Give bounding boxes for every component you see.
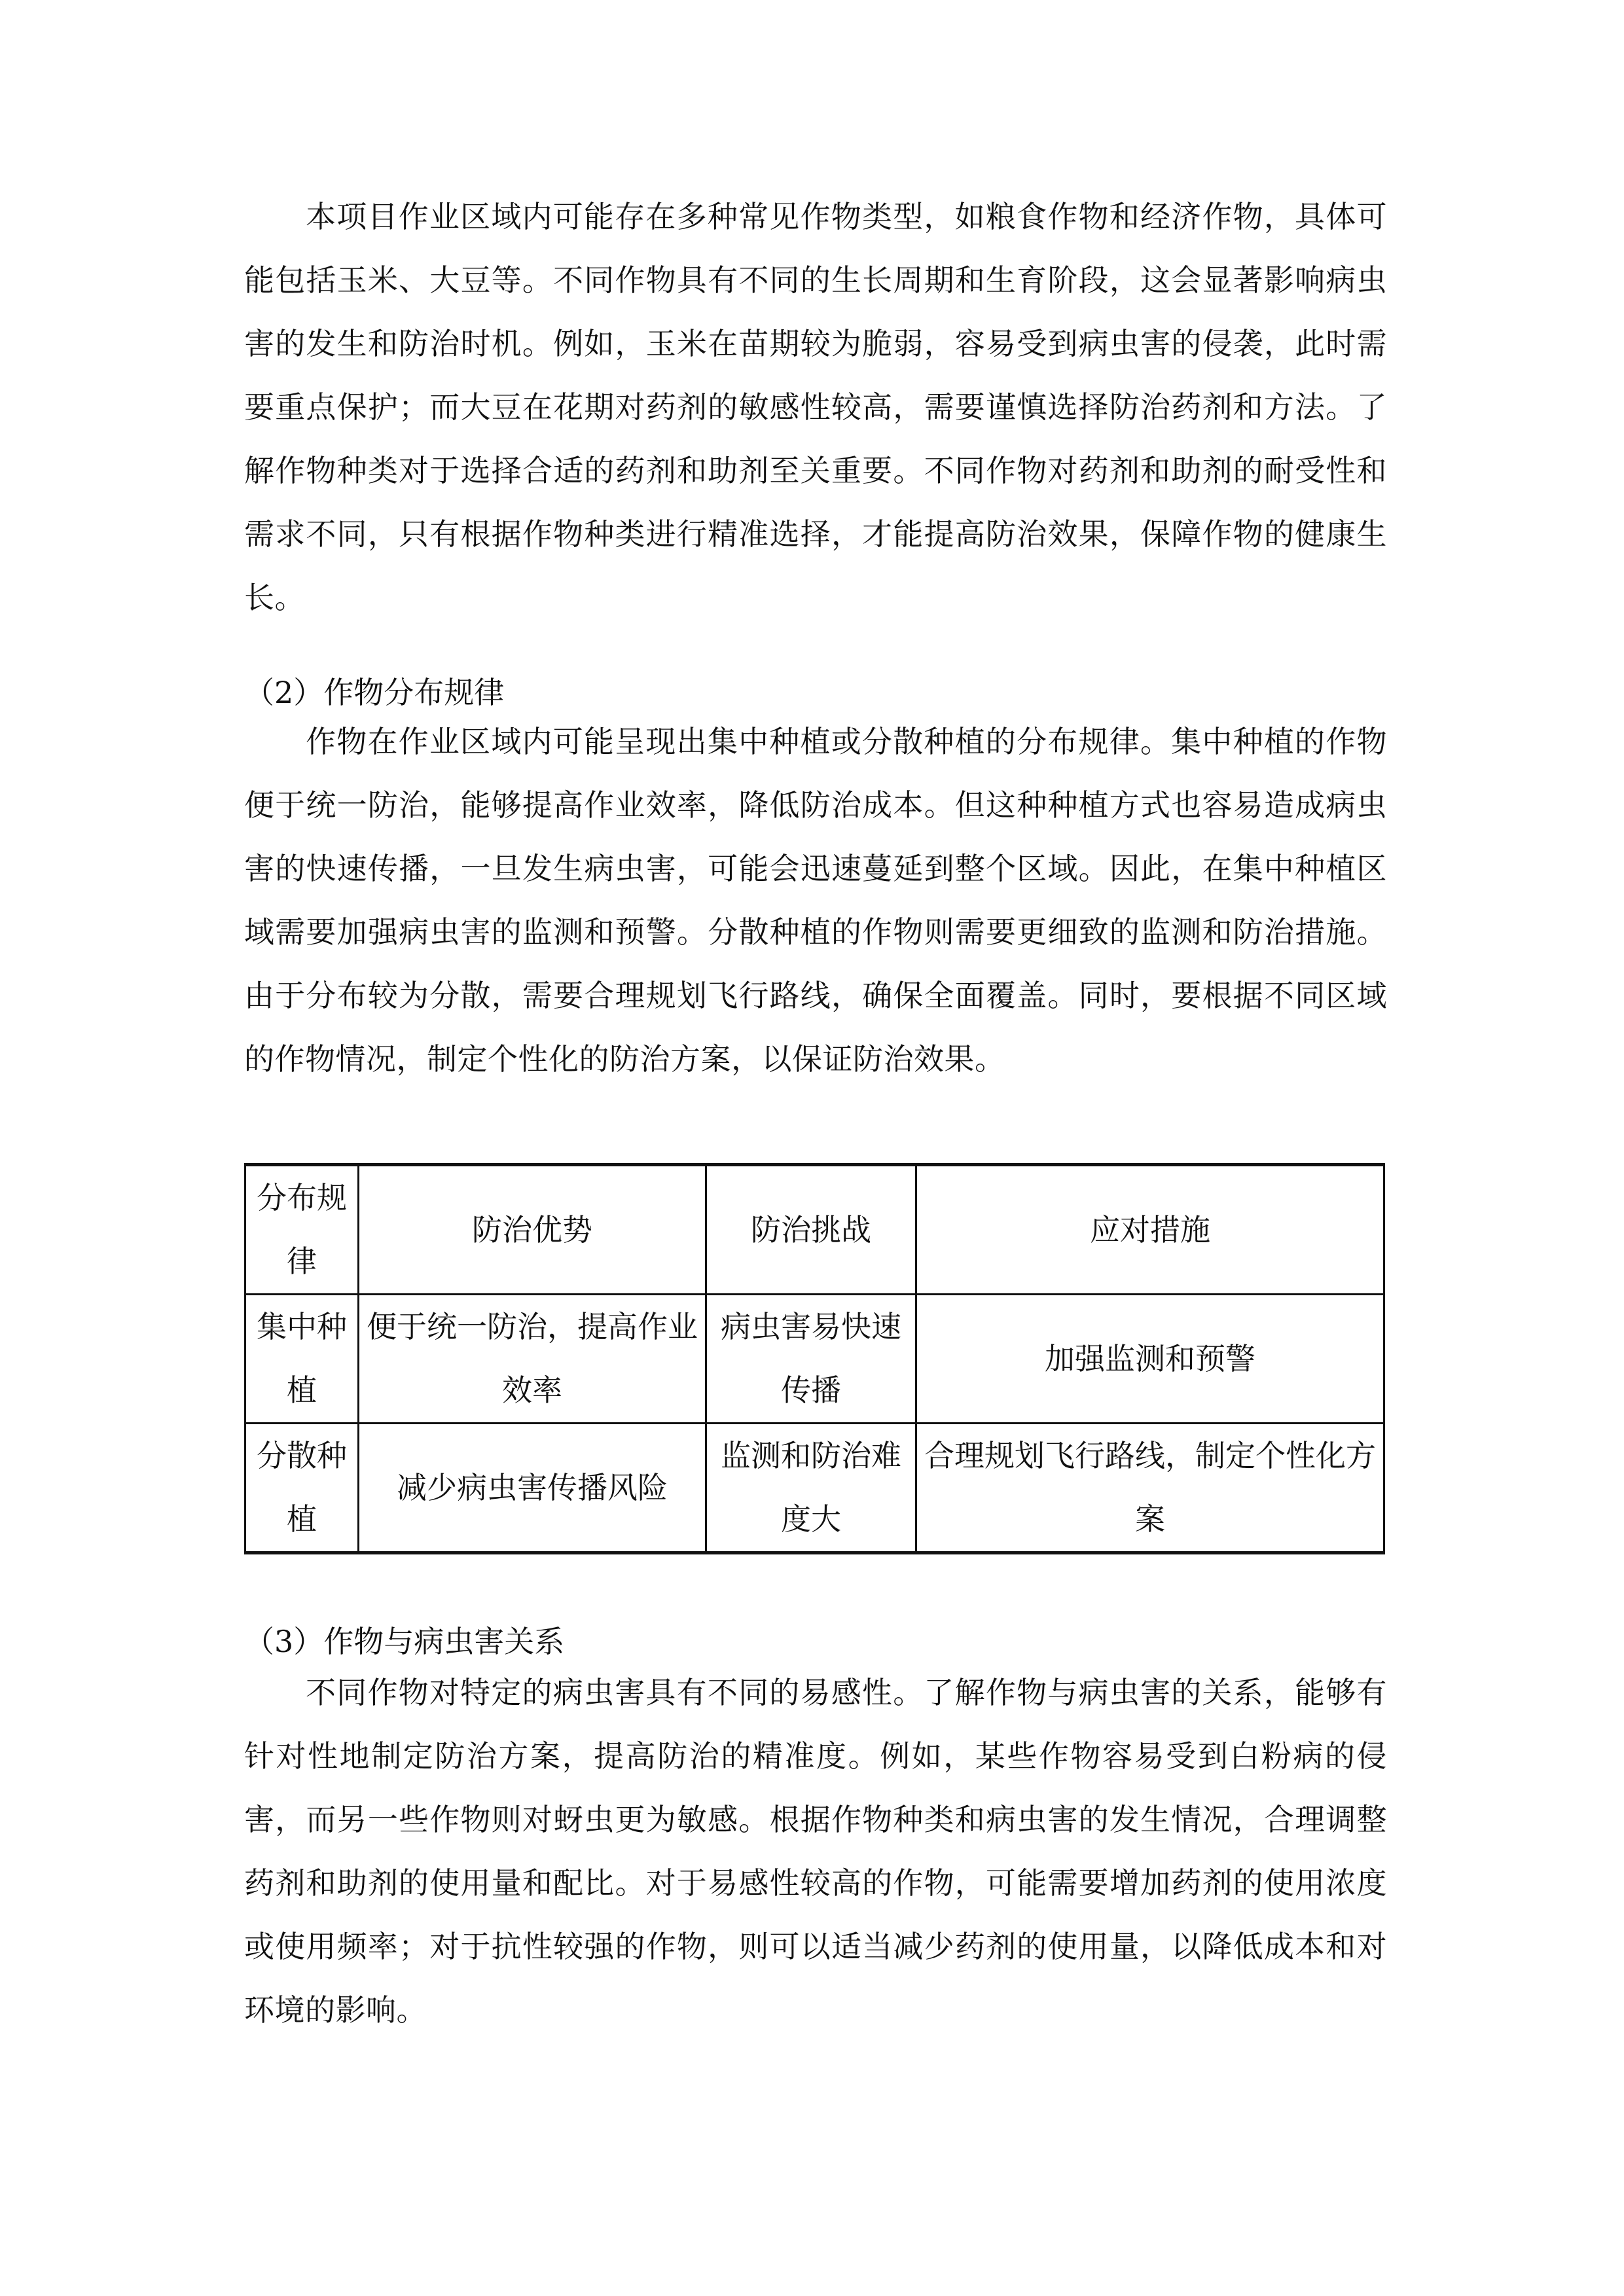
table-header-cell: 分布规律 <box>245 1165 359 1295</box>
paragraph-crop-pest-relation: 不同作物对特定的病虫害具有不同的易感性。了解作物与病虫害的关系，能够有针对性地制定防治方案，提高防治的精准度。例如，某些作物容易受到白粉病的侵害，而另一些作物则对蚜虫更为敏感。根据作物种类和病虫害的发生情况，合理调整药剂和助剂的使用量和配比。对于易感性较高的作物，可能需要增加药剂的使用浓度或使用频率；对于抗性较强的作物，则可以适当减少药剂的使用量，以降低成本和对环境的影响。 <box>244 1675 1387 2028</box>
section-heading-crop-pest-relation: （3）作物与病虫害关系 <box>244 1624 565 1659</box>
table-cell: 监测和防治难度大 <box>706 1424 916 1553</box>
table-cell: 便于统一防治，提高作业效率 <box>359 1295 706 1424</box>
table-row <box>245 1424 1384 1553</box>
table-cell: 病虫害易快速传播 <box>706 1295 916 1424</box>
table-cell: 合理规划飞行路线，制定个性化方案 <box>916 1424 1384 1553</box>
paragraph-crop-types: 本项目作业区域内可能存在多种常见作物类型，如粮食作物和经济作物，具体可能包括玉米、大豆等。不同作物具有不同的生长周期和生育阶段，这会显著影响病虫害的发生和防治时机。例如，玉米在苗期较为脆弱，容易受到病虫害的侵袭，此时需要重点保护；而大豆在花期对药剂的敏感性较高，需要谨慎选择防治药剂和方法。了解作物种类对于选择合适的药剂和助剂至关重要。不同作物对药剂和助剂的耐受性和需求不同，只有根据作物种类进行精准选择，才能提高防治效果，保障作物的健康生长。 <box>244 199 1387 615</box>
table-row <box>245 1295 1384 1424</box>
table-cell: 集中种植 <box>245 1295 359 1424</box>
table-cell: 减少病虫害传播风险 <box>359 1424 706 1553</box>
section-heading-crop-distribution: （2）作物分布规律 <box>244 675 505 710</box>
table-header-cell: 防治优势 <box>359 1165 706 1295</box>
table-cell: 加强监测和预警 <box>916 1295 1384 1424</box>
table-header-cell: 应对措施 <box>916 1165 1384 1295</box>
table-header-row <box>245 1165 1384 1295</box>
paragraph-crop-distribution: 作物在作业区域内可能呈现出集中种植或分散种植的分布规律。集中种植的作物便于统一防治，能够提高作业效率，降低防治成本。但这种种植方式也容易造成病虫害的快速传播，一旦发生病虫害，可能会迅速蔓延到整个区域。因此，在集中种植区域需要加强病虫害的监测和预警。分散种植的作物则需要更细致的监测和防治措施。由于分布较为分散，需要合理规划飞行路线，确保全面覆盖。同时，要根据不同区域的作物情况，制定个性化的防治方案，以保证防治效果。 <box>244 724 1387 1077</box>
table-header-cell: 防治挑战 <box>706 1165 916 1295</box>
table-cell: 分散种植 <box>245 1424 359 1553</box>
distribution-table <box>244 1163 1385 1554</box>
